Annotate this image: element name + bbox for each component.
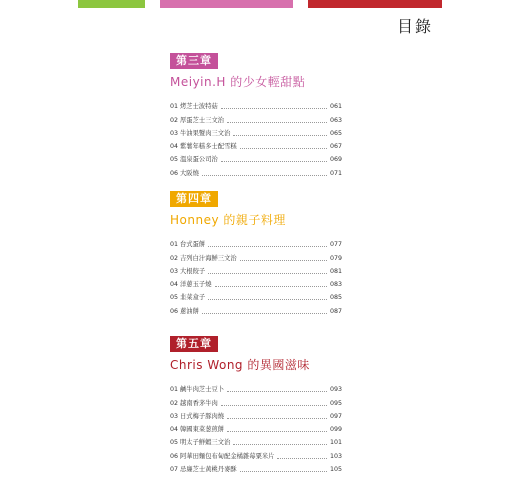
chapter-4-badge: 第四章 [170,191,218,207]
toc-entry-label: 02 吉列白汁海鮮三文治 [170,254,237,262]
toc-entry [170,138,342,151]
header-bar-red [308,0,442,8]
toc-entry-label: 07 忌廉芝士黃桃丹麥酥 [170,466,237,474]
toc-leader-dots [221,405,327,406]
chapter-5-list [170,381,342,474]
header-bar-green [78,0,145,8]
toc-entry-label: 06 阿華田麵包布甸配金橘雜莓粟米片 [170,452,275,460]
toc-entry [170,263,342,276]
toc-leader-dots [221,161,327,162]
toc-entry [170,151,342,164]
toc-entry-page: 067 [329,143,342,151]
toc-entry-page: 081 [329,267,342,275]
chapter-3-badge: 第三章 [170,53,218,69]
toc-entry-label: 05 明太子鮮蝦三文治 [170,439,231,447]
toc-entry-page: 077 [329,241,342,249]
toc-leader-dots [215,286,327,287]
toc-leader-dots [227,418,327,419]
toc-entry-label: 06 大阪燒 [170,169,199,177]
toc-entry [170,447,342,460]
toc-entry-page: 103 [329,452,342,460]
toc-entry-label: 03 大根餃子 [170,267,206,275]
toc-entry-page: 093 [329,386,342,394]
toc-entry-page: 083 [329,281,342,289]
toc-entry-page: 065 [329,129,342,137]
toc-entry [170,111,342,124]
toc-entry [170,236,342,249]
chapter-5-badge: 第五章 [170,336,218,352]
toc-leader-dots [240,471,327,472]
toc-leader-dots [208,273,327,274]
chapter-3-title: Meiyin.H 的少女輕甜點 [170,75,306,89]
toc-entry-page: 085 [329,294,342,302]
toc-entry-label: 04 洋蔥玉子燒 [170,281,212,289]
toc-leader-dots [227,122,327,123]
toc-entry [170,125,342,138]
toc-entry-label: 03 日式梅子豚肉燒 [170,412,225,420]
chapter-4-title: Honney 的親子料理 [170,213,286,227]
chapter-3-list [170,98,342,178]
page-title: 目錄 [396,17,433,36]
toc-entry [170,461,342,474]
toc-entry-page: 079 [329,254,342,262]
toc-entry [170,164,342,177]
toc-leader-dots [233,135,327,136]
toc-entry-label: 01 台式蛋餅 [170,241,206,249]
toc-entry [170,276,342,289]
toc-entry-label: 03 牛油果蟹肉三文治 [170,129,231,137]
toc-entry [170,408,342,421]
toc-entry [170,394,342,407]
toc-entry [170,421,342,434]
toc-entry-page: 087 [329,307,342,315]
toc-entry-label: 04 紫薯年糕多士配雪糕 [170,143,237,151]
toc-entry [170,98,342,111]
toc-leader-dots [202,175,327,176]
toc-entry [170,289,342,302]
toc-entry [170,434,342,447]
toc-leader-dots [240,260,327,261]
toc-entry-label: 02 厚蛋芝士三文治 [170,116,225,124]
toc-entry-label: 06 蔥油餅 [170,307,199,315]
toc-entry-page: 099 [329,426,342,434]
chapter-4-list [170,236,342,316]
toc-entry [170,249,342,262]
chapter-5-title: Chris Wong 的異國滋味 [170,358,310,372]
toc-leader-dots [208,299,327,300]
toc-entry-label: 02 越南香茅牛肉 [170,399,218,407]
toc-leader-dots [233,444,327,445]
chapter-5-section [170,332,342,474]
toc-entry-label: 04 韓國東菜葱煎餅 [170,426,225,434]
toc-entry-label: 05 溫泉蛋公司治 [170,156,218,164]
chapter-4-section [170,187,342,316]
toc-leader-dots [208,246,327,247]
toc-leader-dots [240,148,327,149]
toc-entry-page: 061 [329,103,342,111]
header-bar-pink [160,0,293,8]
toc-leader-dots [221,108,327,109]
toc-entry-label: 05 韭菜盒子 [170,294,206,302]
chapter-3-section [170,49,342,178]
toc-entry-page: 071 [329,169,342,177]
toc-entry-page: 105 [329,466,342,474]
toc-entry-page: 069 [329,156,342,164]
toc-entry-page: 097 [329,412,342,420]
toc-entry-page: 063 [329,116,342,124]
toc-entry-page: 095 [329,399,342,407]
toc-leader-dots [227,391,327,392]
toc-leader-dots [227,431,327,432]
toc-leader-dots [277,458,327,459]
toc-entry-label: 01 烤芝士波特菇 [170,103,218,111]
toc-entry [170,302,342,315]
toc-entry [170,381,342,394]
toc-entry-label: 01 鹹牛肉芝士豆卜 [170,386,225,394]
toc-entry-page: 101 [329,439,342,447]
toc-leader-dots [202,313,327,314]
